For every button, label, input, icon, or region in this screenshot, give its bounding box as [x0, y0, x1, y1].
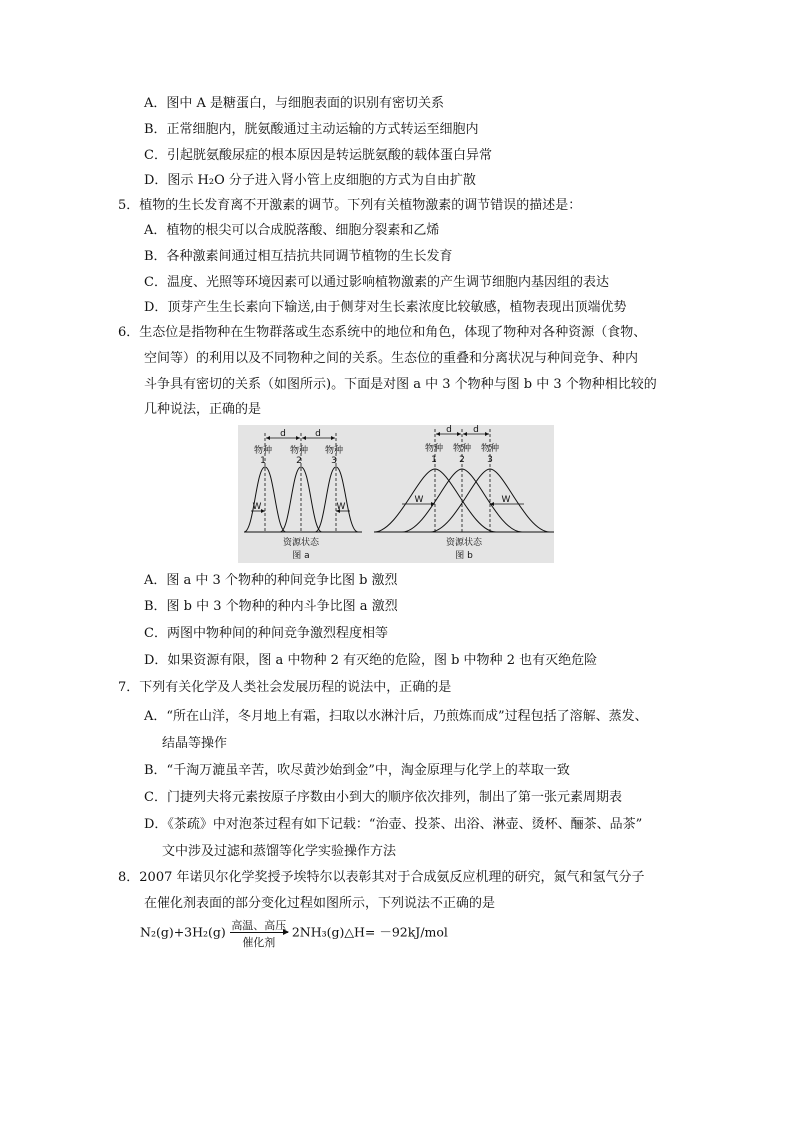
q6-stem-line-4: 几种说法，正确的是	[144, 402, 262, 417]
q5-option-a: A．植物的根尖可以合成脱落酸、细胞分裂素和乙烯	[144, 223, 440, 238]
q5-option-d: D．顶芽产生生长素向下输送,由于侧芽对生长素浓度比较敏感，植物表现出顶端优势	[144, 300, 627, 315]
fig-b-w-label-left: W	[414, 495, 424, 505]
q6-option-d: D．如果资源有限，图 a 中物种 2 有灭绝的危险，图 b 中物种 2 也有灭绝危险	[144, 653, 598, 668]
fig-a-d-label-1: d	[280, 429, 286, 439]
fig-b-species-label-3: 物种	[480, 444, 500, 454]
fig-b-species-label-2: 物种	[452, 444, 472, 454]
q6-stem-line-3: 斗争具有密切的关系（如图所示)。下面是对图 a 中 3 个物种与图 b 中 3 个物种相比较的	[144, 377, 657, 392]
fig-a-species-number-2: 2	[296, 456, 302, 466]
q4-option-a: A．图中 A 是糖蛋白，与细胞表面的识别有密切关系	[144, 96, 445, 111]
q6-stem-line-2: 空间等）的利用以及不同物种之间的关系。生态位的重叠和分离状况与种间竞争、种内	[144, 351, 639, 366]
q7-option-c: C．门捷列夫将元素按原子序数由小到大的顺序依次排列，制出了第一张元素周期表	[144, 790, 622, 805]
fig-a-arrowhead	[296, 436, 300, 440]
q7-option-d: D．《茶疏》中对泡茶过程有如下记载：“治壶、投茶、出浴、淋壶、烫杯、酾茶、品茶”	[144, 817, 643, 832]
fig-a-arrowhead	[302, 436, 306, 440]
fig-a-axis-label: 资源状态	[282, 538, 320, 548]
reaction-arrow	[230, 918, 288, 948]
fig-a-d-label-2: d	[315, 429, 321, 439]
reaction-condition-above: 高温、高压	[231, 919, 287, 932]
q6-option-a: A．图 a 中 3 个物种的种间竞争比图 b 激烈	[144, 573, 398, 588]
fig-a-species-number-1: 1	[260, 456, 266, 466]
fig-b-species-number-2: 2	[459, 455, 465, 465]
niche-diagram	[238, 425, 554, 563]
q6-option-c: C．两图中物种间的种间竞争激烈程度相等	[144, 626, 388, 641]
fig-a-arrowhead	[331, 436, 335, 440]
q7-option-d-continuation: 文中涉及过滤和蒸馏等化学实验操作方法	[162, 844, 397, 859]
equation-reactants: N₂(g)+3H₂(g)	[140, 924, 226, 940]
fig-b-axis-label: 资源状态	[445, 538, 483, 548]
fig-b-arrowhead	[436, 432, 440, 436]
fig-a-w-label-right: W	[336, 502, 346, 512]
q7-option-a-continuation: 结晶等操作	[162, 736, 228, 751]
q5-option-b: B．各种激素间通过相互拮抗共同调节植物的生长发育	[144, 249, 453, 264]
q5-stem: 5．植物的生长发育离不开激素的调节。下列有关植物激素的调节错误的描述是：	[118, 198, 582, 213]
fig-a-caption: 图 a	[292, 551, 310, 561]
fig-a-w-label-left: W	[252, 502, 262, 512]
fig-a-species-label-2: 物种	[289, 446, 309, 456]
fig-a-species-label-3: 物种	[324, 446, 344, 456]
arrow-line	[230, 932, 288, 933]
fig-a-species-number-3: 3	[331, 456, 337, 466]
q6-option-b: B．图 b 中 3 个物种的种内斗争比图 a 激烈	[144, 599, 398, 614]
fig-b-arrowhead	[463, 432, 467, 436]
q4-option-b: B．正常细胞内，胱氨酸通过主动运输的方式转运至细胞内	[144, 122, 479, 137]
q7-option-a: A．“所在山洋，冬月地上有霜，扫取以水淋汁后，乃煎炼而成”过程包括了溶解、蒸发、	[144, 709, 648, 724]
fig-b-species-number-1: 1	[431, 455, 437, 465]
ammonia-equation	[140, 918, 448, 948]
fig-a-arrowhead	[266, 436, 270, 440]
fig-b-w-label-right: W	[501, 495, 511, 505]
equation-products: 2NH₃(g)△H= －92kJ/mol	[291, 924, 448, 940]
q7-option-b: B．“千淘万漉虽辛苦，吹尽黄沙始到金”中，淘金原理与化学上的萃取一致	[144, 763, 570, 778]
fig-b-d-label-2: d	[473, 425, 479, 435]
q8-stem-line-1: 8．2007 年诺贝尔化学奖授予埃特尔以表彰其对于合成氨反应机理的研究，氮气和氢气分子	[118, 870, 645, 885]
q5-option-c: C．温度、光照等环境因素可以通过影响植物激素的产生调节细胞内基因组的表达	[144, 275, 609, 290]
fig-b-d-label-1: d	[446, 425, 452, 435]
fig-b-caption: 图 b	[455, 551, 473, 561]
q7-stem: 7．下列有关化学及人类社会发展历程的说法中，正确的是	[118, 680, 452, 695]
fig-a-species-label-1: 物种	[253, 446, 273, 456]
fig-b-arrowhead	[457, 432, 461, 436]
reaction-condition-below: 催化剂	[242, 936, 276, 949]
q4-option-d: D．图示 H₂O 分子进入肾小管上皮细胞的方式为自由扩散	[144, 173, 476, 188]
niche-figure	[238, 425, 554, 563]
fig-b-arrowhead	[485, 432, 489, 436]
fig-b-species-label-1: 物种	[424, 444, 444, 454]
fig-a-curve-species-3	[315, 467, 358, 532]
q8-stem-line-2: 在催化剂表面的部分变化过程如图所示，下列说法不正确的是	[144, 896, 496, 911]
fig-b-species-number-3: 3	[487, 455, 493, 465]
q4-option-c: C．引起胱氨酸尿症的根本原因是转运胱氨酸的载体蛋白异常	[144, 148, 492, 163]
q6-stem-line-1: 6．生态位是指物种在生物群落或生态系统中的地位和角色，体现了物种对各种资源（食物、	[118, 325, 647, 340]
fig-a-arrowhead	[261, 509, 265, 513]
